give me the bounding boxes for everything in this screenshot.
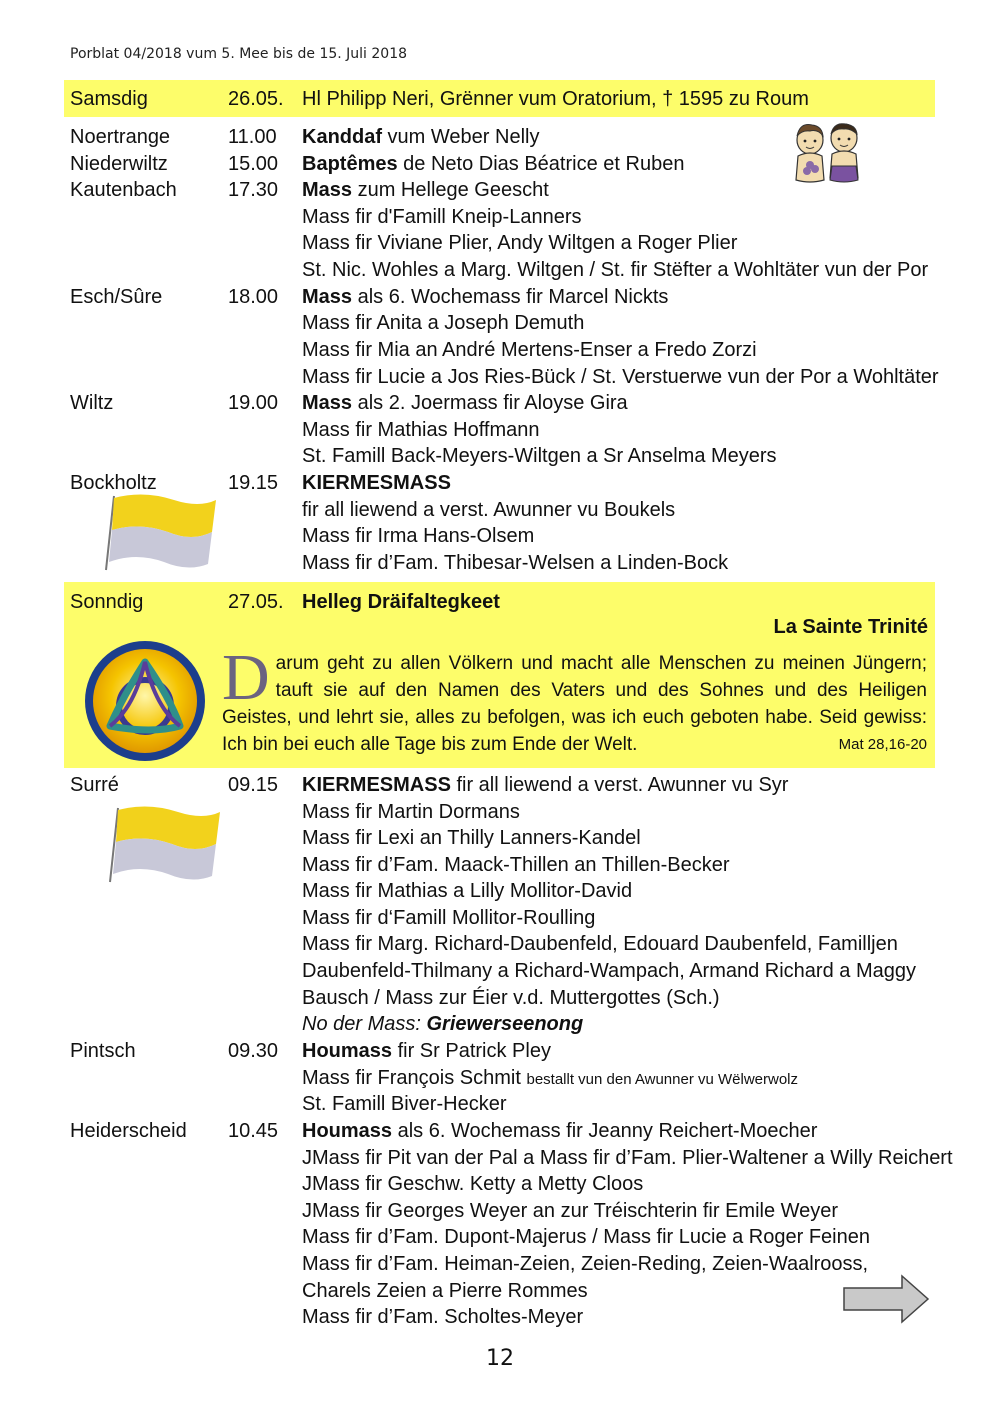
intention: Mass fir d’Fam. Scholtes-Meyer bbox=[302, 1306, 584, 1328]
service-text bbox=[302, 1118, 817, 1144]
service-line bbox=[0, 257, 1000, 283]
page-number: 12 bbox=[486, 1346, 514, 1371]
service-row bbox=[0, 390, 1000, 416]
place: Heiderscheid bbox=[70, 1120, 187, 1142]
trinity-icon bbox=[82, 638, 208, 764]
intention: JMass fir Geschw. Ketty a Metty Cloos bbox=[302, 1173, 644, 1195]
service-detail: als 6. Wochemass fir Jeanny Reichert-Moecher bbox=[392, 1120, 818, 1142]
intention: Mass fir Lexi an Thilly Lanners-Kandel bbox=[302, 827, 641, 849]
intention: Mass fir Mathias a Lilly Mollitor-David bbox=[302, 880, 633, 902]
service-line bbox=[0, 1224, 1000, 1250]
intention: Mass fir Mathias Hoffmann bbox=[302, 419, 540, 441]
service-text bbox=[302, 284, 668, 310]
service-text bbox=[302, 124, 539, 150]
service-detail: fir all liewend a verst. Awunner vu Syr bbox=[450, 774, 789, 796]
service-row bbox=[0, 1038, 1000, 1064]
time: 09.15 bbox=[228, 774, 279, 796]
intention: Daubenfeld-Thilmany a Richard-Wampach, Armand Richard a Maggy bbox=[302, 960, 916, 982]
intention: Mass fir Viviane Plier, Andy Wiltgen a Roger Plier bbox=[302, 232, 738, 254]
intention: Mass fir Lucie a Jos Ries-Bück / St. Verstuerwe vun der Por a Wohltäter bbox=[302, 366, 939, 388]
saturday-heading bbox=[0, 86, 1000, 112]
service-line bbox=[0, 905, 1000, 931]
service-text bbox=[302, 772, 788, 798]
intention: St. Famill Biver-Hecker bbox=[302, 1093, 507, 1115]
intention: Mass fir d‘Famill Mollitor-Roulling bbox=[302, 907, 596, 929]
service-line bbox=[0, 417, 1000, 443]
service-line bbox=[0, 1011, 1000, 1037]
after-mass-prefix: No der Mass: bbox=[302, 1013, 427, 1035]
service-text bbox=[302, 390, 628, 416]
after-mass-note bbox=[302, 1011, 583, 1037]
intention: Mass fir d’Fam. Maack-Thillen an Thillen-Becker bbox=[302, 854, 730, 876]
place: Bockholtz bbox=[70, 472, 157, 494]
feast-title-fr: La Sainte Trinité bbox=[773, 616, 928, 638]
quote-dropcap: D bbox=[222, 641, 270, 714]
service-line bbox=[0, 364, 1000, 390]
time: 09.30 bbox=[228, 1040, 279, 1062]
time: 19.15 bbox=[228, 472, 279, 494]
intention: Mass fir Mia an André Mertens-Enser a Fredo Zorzi bbox=[302, 339, 757, 361]
service-kind: Baptêmes bbox=[302, 153, 398, 175]
service-row bbox=[0, 284, 1000, 310]
service-detail: de Neto Dias Béatrice et Ruben bbox=[397, 153, 685, 175]
service-detail: als 6. Wochemass fir Marcel Nickts bbox=[352, 286, 669, 308]
service-detail: vum Weber Nelly bbox=[382, 126, 540, 148]
service-kind: Houmass bbox=[302, 1040, 393, 1062]
page-header: Porblat 04/2018 vum 5. Mee bis de 15. Juli 2018 bbox=[70, 46, 408, 62]
service-line bbox=[0, 985, 1000, 1011]
after-mass-event: Griewerseenong bbox=[426, 1013, 584, 1035]
time: 11.00 bbox=[228, 126, 277, 148]
service-detail: fir Sr Patrick Pley bbox=[392, 1040, 551, 1062]
feast-title: Helleg Dräifaltegkeet bbox=[302, 591, 500, 613]
service-line bbox=[0, 1065, 1000, 1091]
service-line bbox=[0, 337, 1000, 363]
service-kind: KIERMESMASS bbox=[302, 472, 451, 494]
intention: JMass fir Pit van der Pal a Mass fir d’Fam. Plier-Waltener a Willy Reichert bbox=[302, 1147, 953, 1169]
date-label: 27.05. bbox=[228, 591, 284, 613]
gospel-quote bbox=[222, 641, 927, 758]
service-row bbox=[0, 1118, 1000, 1144]
next-arrow-icon[interactable] bbox=[842, 1274, 930, 1324]
time: 18.00 bbox=[228, 286, 279, 308]
service-text bbox=[302, 1038, 551, 1064]
service-line bbox=[0, 1198, 1000, 1224]
service-line bbox=[0, 1091, 1000, 1117]
intention: fir all liewend a verst. Awunner vu Boukels bbox=[302, 499, 676, 521]
intention: JMass fir Georges Weyer an zur Tréischterin fir Emile Weyer bbox=[302, 1200, 839, 1222]
service-row bbox=[0, 772, 1000, 798]
service-line bbox=[0, 204, 1000, 230]
quote-reference: Mat 28,16-20 bbox=[838, 736, 927, 753]
date-label: 26.05. bbox=[228, 88, 284, 110]
service-kind: Mass bbox=[302, 179, 353, 201]
sunday-heading bbox=[0, 589, 1000, 615]
intention-note: bestallt vun den Awunner vu Wëlwerwolz bbox=[526, 1071, 799, 1088]
intention: Mass fir d’Fam. Dupont-Majerus / Mass fir Lucie a Roger Feinen bbox=[302, 1226, 870, 1248]
time: 10.45 bbox=[228, 1120, 279, 1142]
service-kind: Houmass bbox=[302, 1120, 393, 1142]
service-line bbox=[0, 230, 1000, 256]
service-line bbox=[0, 443, 1000, 469]
day-label: Samsdig bbox=[70, 88, 148, 110]
intention: Bausch / Mass zur Éier v.d. Muttergottes (Sch.) bbox=[302, 987, 720, 1009]
intention: Mass fir Anita a Joseph Demuth bbox=[302, 312, 585, 334]
intention: Mass fir d’Fam. Heiman-Zeien, Zeien-Reding, Zeien-Waalrooss, bbox=[302, 1253, 869, 1275]
place: Noertrange bbox=[70, 126, 171, 148]
place: Kautenbach bbox=[70, 179, 177, 201]
intention: St. Famill Back-Meyers-Wiltgen a Sr Anselma Meyers bbox=[302, 445, 777, 467]
place: Surré bbox=[70, 774, 119, 796]
intention: Mass fir Irma Hans-Olsem bbox=[302, 525, 535, 547]
service-line bbox=[0, 1171, 1000, 1197]
quote-text: arum geht zu allen Völkern und macht alle Menschen zu meinen Jüngern; tauft sie auf den Namen des Vaters und des Sohnes und des Heiligen Geistes, und lehrt sie, alles zu befolgen, was ich euch geboten habe. Seid gewiss: Ich bin bei euch alle Tage bis zum Ende der Welt. bbox=[222, 653, 927, 755]
service-text bbox=[302, 177, 549, 203]
time: 15.00 bbox=[228, 153, 279, 175]
intention: Mass fir d'Famill Kneip-Lanners bbox=[302, 206, 582, 228]
intention: St. Nic. Wohles a Marg. Wiltgen / St. fir Stëfter a Wohltäter vun der Por bbox=[302, 259, 929, 281]
children-icon bbox=[788, 120, 868, 186]
service-kind: Mass bbox=[302, 392, 353, 414]
service-line bbox=[0, 310, 1000, 336]
service-kind: KIERMESMASS bbox=[302, 774, 451, 796]
service-detail: als 2. Joermass fir Aloyse Gira bbox=[352, 392, 628, 414]
time: 19.00 bbox=[228, 392, 279, 414]
service-line bbox=[0, 931, 1000, 957]
intention: Mass fir Marg. Richard-Daubenfeld, Edouard Daubenfeld, Familljen bbox=[302, 933, 898, 955]
intention-main: Mass fir François Schmit bbox=[302, 1067, 527, 1089]
time: 17.30 bbox=[228, 179, 279, 201]
place: Wiltz bbox=[70, 392, 114, 414]
intention: Mass fir Martin Dormans bbox=[302, 801, 520, 823]
place: Pintsch bbox=[70, 1040, 136, 1062]
day-label: Sonndig bbox=[70, 591, 144, 613]
service-detail: zum Hellege Geescht bbox=[352, 179, 549, 201]
service-text bbox=[302, 151, 684, 177]
place: Esch/Sûre bbox=[70, 286, 163, 308]
feast-title: Hl Philipp Neri, Grënner vum Oratorium, † 1595 zu Roum bbox=[302, 88, 809, 110]
place: Niederwiltz bbox=[70, 153, 168, 175]
papal-flag-icon bbox=[84, 488, 224, 572]
service-kind: Mass bbox=[302, 286, 353, 308]
intention: Charels Zeien a Pierre Rommes bbox=[302, 1280, 588, 1302]
service-line bbox=[0, 958, 1000, 984]
intention bbox=[302, 1065, 798, 1093]
service-line bbox=[0, 1145, 1000, 1171]
papal-flag-icon bbox=[88, 800, 228, 884]
service-kind: Kanddaf bbox=[302, 126, 382, 148]
intention: Mass fir d’Fam. Thibesar-Welsen a Linden-Bock bbox=[302, 552, 729, 574]
